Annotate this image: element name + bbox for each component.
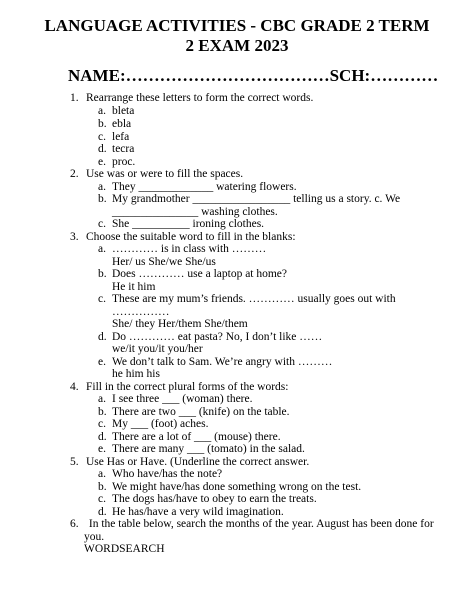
q4-item-e: e. There are many ___ (tomato) in the salad. xyxy=(98,443,305,455)
q5-item-d: d. He has/have a very wild imagination. xyxy=(98,506,284,518)
wordsearch-label: WORDSEARCH xyxy=(84,543,165,555)
question-number: 4. xyxy=(70,381,79,393)
q4-item-c: c. My ___ (foot) aches. xyxy=(98,418,209,430)
q4-item-d: d. There are a lot of ___ (mouse) there. xyxy=(98,431,281,443)
question-1 xyxy=(70,92,313,105)
title-line-1: LANGUAGE ACTIVITIES - CBC GRADE 2 TERM xyxy=(44,16,430,35)
q1-item-d: d. tecra xyxy=(98,143,135,155)
question-text: In the table below, search the months of the year. August has been done for xyxy=(86,518,434,530)
q3-item-e: e. We don’t talk to Sam. We’re angry with ……… xyxy=(98,356,333,368)
question-number: 5. xyxy=(70,456,79,468)
q3-item-a-options: Her/ us She/we She/us xyxy=(112,256,216,268)
q1-item-a: a. bleta xyxy=(98,105,135,117)
q3-item-b: b. Does ………… use a laptop at home? xyxy=(98,268,288,280)
question-number: 2. xyxy=(70,168,79,180)
q5-item-a: a. Who have/has the note? xyxy=(98,468,223,480)
question-text: Choose the suitable word to fill in the blanks: xyxy=(86,231,296,243)
q4-item-b: b. There are two ___ (knife) on the table. xyxy=(98,406,290,418)
question-number: 3. xyxy=(70,231,79,243)
q3-item-a: a. ………… is in class with ……… xyxy=(98,243,267,255)
q2-item-b-cont: _______________ washing clothes. xyxy=(112,206,278,218)
q3-item-e-options: he him his xyxy=(112,368,160,380)
q1-item-e: e. proc. xyxy=(98,156,136,168)
q5-item-b: b. We might have/has done something wrong on the test. xyxy=(98,481,362,493)
title-line-2: 2 EXAM 2023 xyxy=(185,36,289,55)
question-6-cont: you. xyxy=(84,531,105,543)
q5-item-c: c. The dogs has/have to obey to earn the treats. xyxy=(98,493,317,505)
q2-item-a: a. They _____________ watering flowers. xyxy=(98,181,297,193)
q4-item-a: a. I see three ___ (woman) there. xyxy=(98,393,253,405)
question-text: Fill in the correct plural forms of the words: xyxy=(86,381,289,393)
question-text: Use was or were to fill the spaces. xyxy=(86,168,244,180)
question-number: 6. xyxy=(70,518,79,530)
question-text: Use Has or Have. (Underline the correct answer. xyxy=(86,456,310,468)
q3-item-c-options: She/ they Her/them She/them xyxy=(112,318,248,330)
question-6 xyxy=(70,518,434,531)
q3-item-c-cont: …………… xyxy=(112,306,170,318)
q3-item-d: d. Do ………… eat pasta? No, I don’t like …… xyxy=(98,331,323,343)
question-2 xyxy=(70,168,243,181)
question-text: Rearrange these letters to form the correct words. xyxy=(86,92,314,104)
q3-item-b-options: He it him xyxy=(112,281,156,293)
q3-item-c: c. These are my mum’s friends. ………… usually goes out with xyxy=(98,293,396,305)
q1-item-c: c. lefa xyxy=(98,131,130,143)
question-number: 1. xyxy=(70,92,79,104)
q1-item-b: b. ebla xyxy=(98,118,132,130)
q3-item-d-options: we/it you/it you/her xyxy=(112,343,203,355)
name-school-line: NAME:………………………………SCH:………… xyxy=(68,66,439,85)
q2-item-b: b. My grandmother _________________ telling us a story. c. We xyxy=(98,193,401,205)
q2-item-c: c. She __________ ironing clothes. xyxy=(98,218,265,230)
